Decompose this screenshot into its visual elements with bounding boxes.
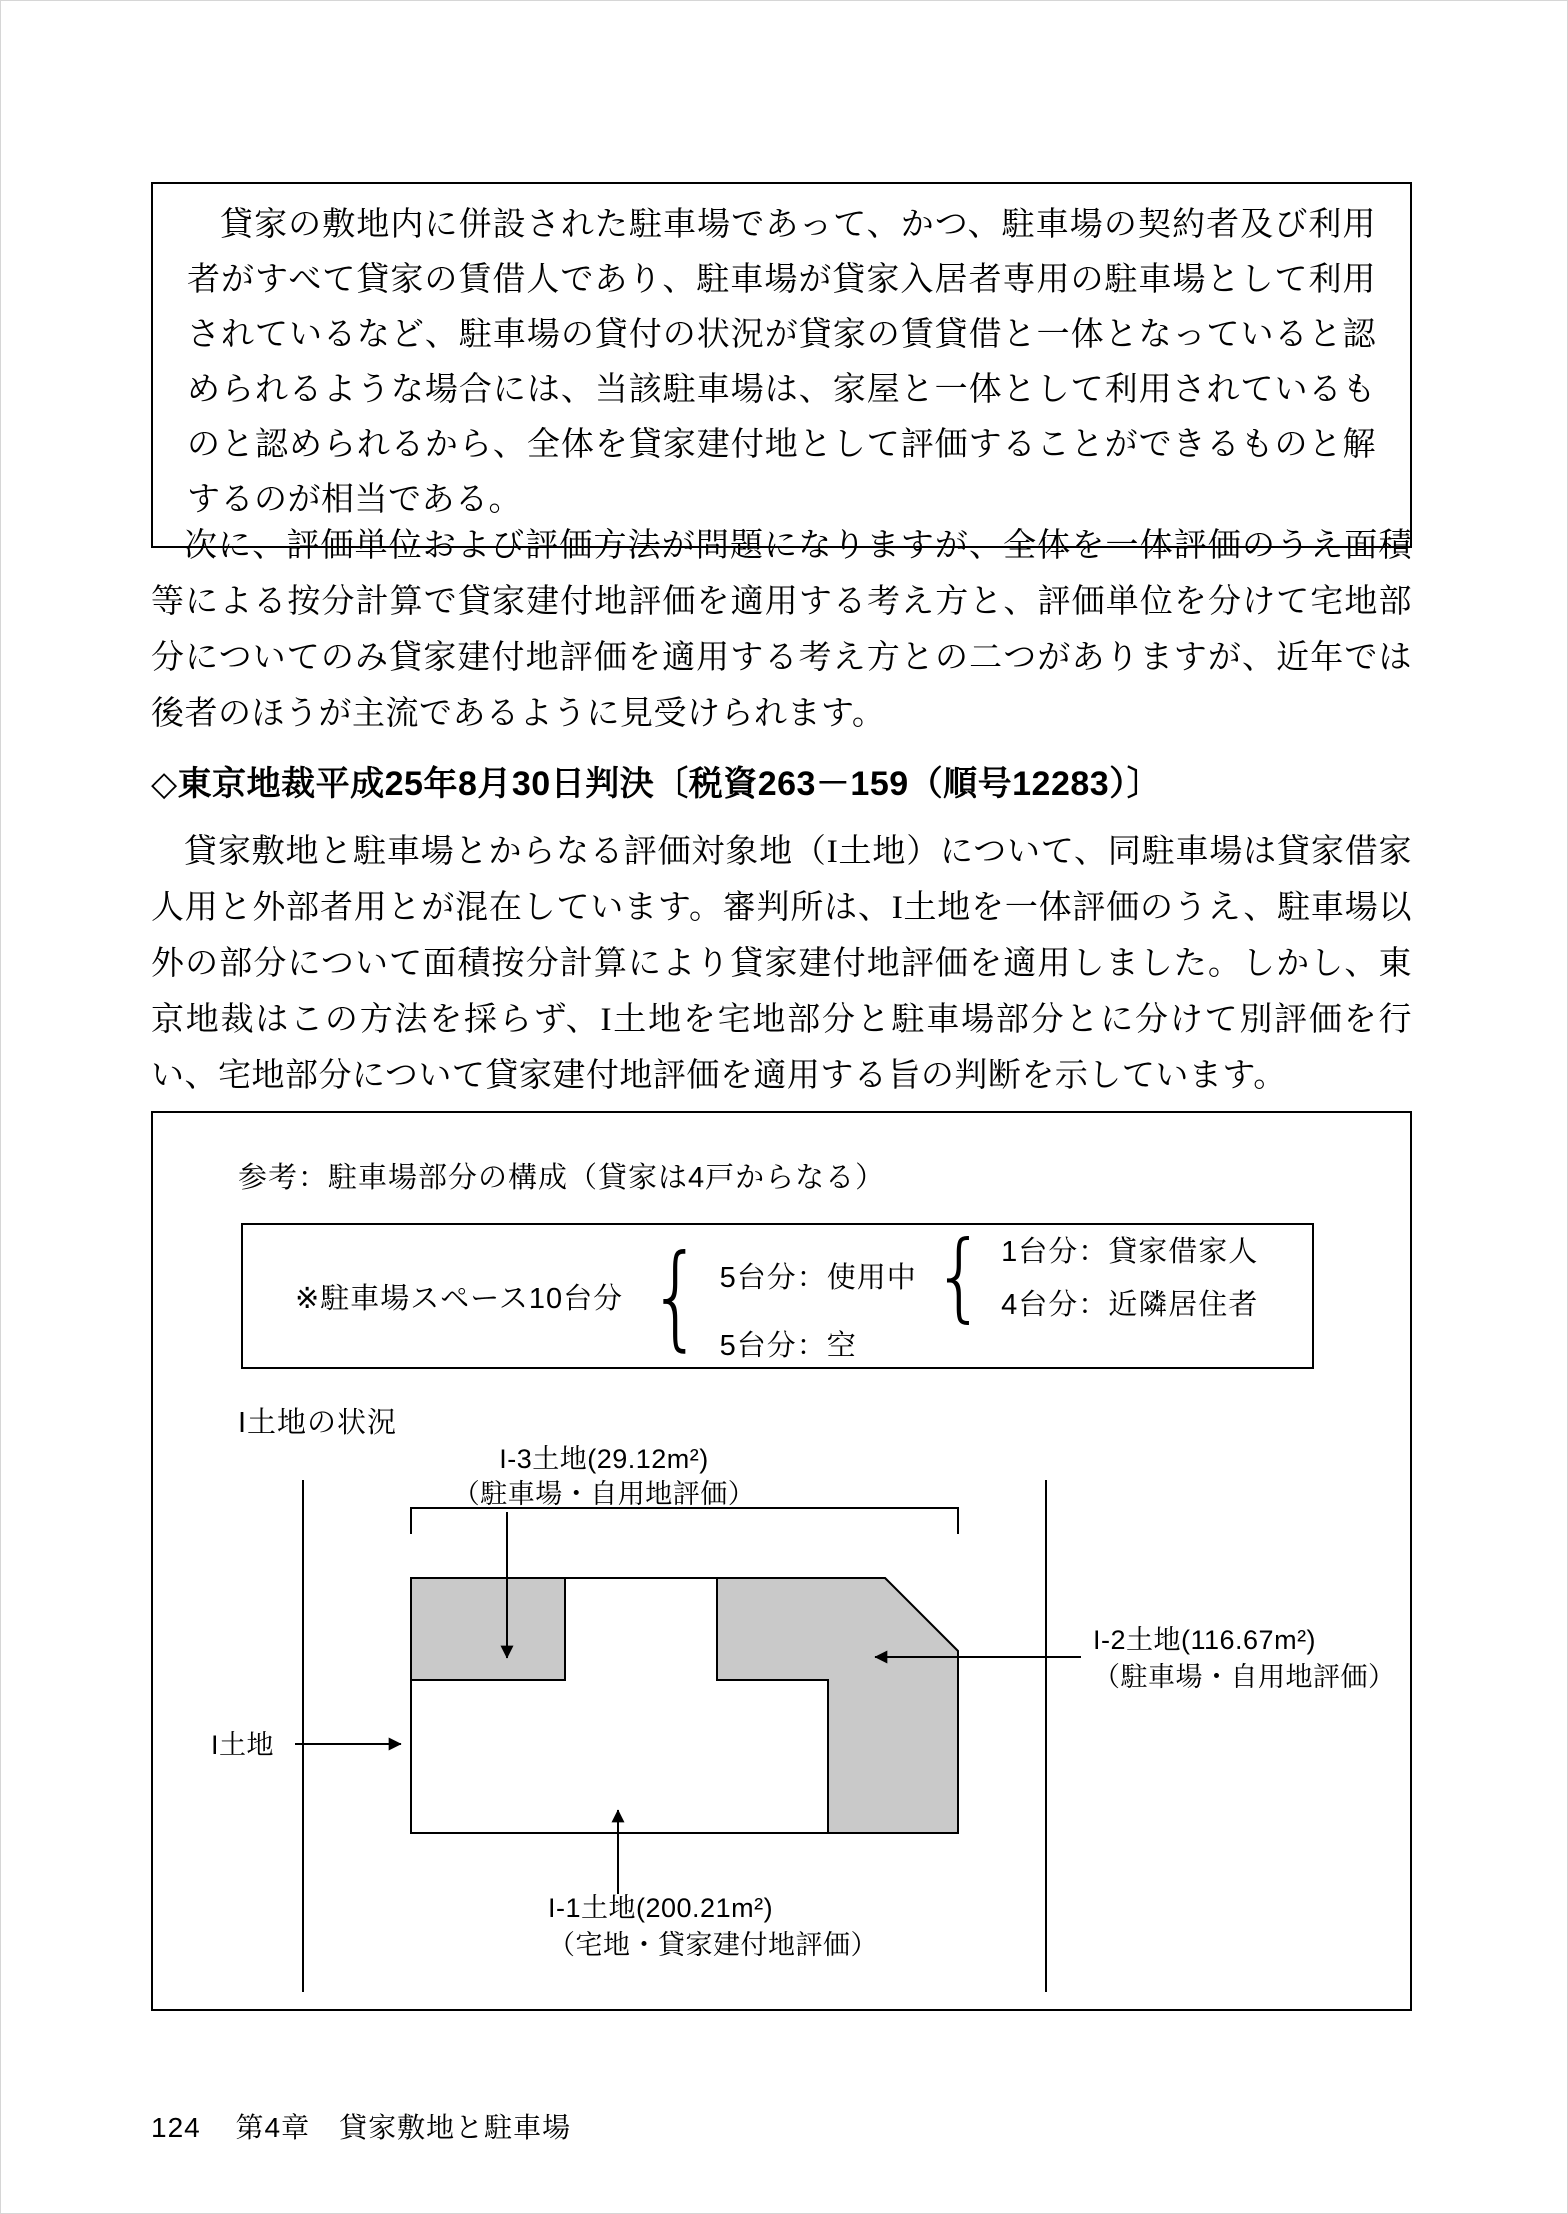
page-number: 124 <box>151 2112 201 2143</box>
parking-user-breakdown <box>1001 1229 1258 1323</box>
i1-label-line1: I-1土地(200.21m²) <box>548 1893 774 1923</box>
land-diagram <box>153 1442 1410 2002</box>
i3-region <box>411 1578 565 1680</box>
outer-brace: { <box>649 1229 704 1363</box>
body-paragraph-1: 次に、評価単位および評価方法が問題になりますが、全体を一体評価のうえ面積等による按分計算で貸家建付地評価を適用する考え方と、評価単位を分けて宅地部分についてのみ貸家建付地評価を適用する考え方との二つがありますが、近年では後者のほうが主流であるように見受けられます。 <box>151 528 1412 732</box>
parking-vacant-label: 5台分：空 <box>719 1329 857 1362</box>
body-paragraph-2: 貸家敷地と駐車場とからなる評価対象地（I土地）について、同駐車場は貸家借家人用と外部者用とが混在しています。審判所は、I土地を一体評価のうえ、駐車場以外の部分について面積按分計算により貸家建付地評価を適用しました。しかし、東京地裁はこの方法を採らず、I土地を宅地部分と駐車場部分とに分けて別評価を行い、宅地部分について貸家建付地評価を適用する旨の判断を示しています。 <box>151 834 1412 1094</box>
i3-label-line1: I-3土地(29.12m²) <box>499 1444 709 1474</box>
parking-structure-box <box>241 1219 1314 1369</box>
parking-in-use-label: 5台分：使用中 <box>719 1262 917 1294</box>
i3-label-line2: （駐車場・自用地評価） <box>452 1479 756 1509</box>
i-land-label: I土地 <box>211 1730 275 1760</box>
figure-box <box>151 1111 1412 2011</box>
figure-caption: 参考：駐車場部分の構成（貸家は4戸からなる） <box>238 1162 886 1194</box>
parking-neighbor-label: 4台分：近隣居住者 <box>1001 1288 1259 1321</box>
i2-label-line2: （駐車場・自用地評価） <box>1093 1662 1396 1692</box>
quote-box <box>151 182 1412 548</box>
top-boundary-line <box>411 1508 958 1534</box>
chapter-title: 第4章 貸家敷地と駐車場 <box>235 2112 572 2143</box>
parking-in-use-row <box>719 1219 1259 1332</box>
quote-text: 貸家の敷地内に併設された駐車場であって、かつ、駐車場の契約者及び利用者がすべて貸家の賃借人であり、駐車場が貸家入居者専用の駐車場として利用されているなど、駐車場の貸付の状況が貸家の賃貸借と一体となっていると認められるような場合には、当該駐車場は、家屋と一体として利用されているものと認められるから、全体を貸家建付地として評価することができるものと解するのが相当である。 <box>187 207 1376 518</box>
i1-label-line2: （宅地・貸家建付地評価） <box>548 1930 878 1960</box>
parking-total-label: ※駐車場スペース10台分 <box>295 1282 624 1315</box>
parking-tenant-label: 1台分：貸家借家人 <box>1001 1235 1259 1268</box>
inner-brace: { <box>932 1219 988 1332</box>
land-status-title: I土地の状況 <box>238 1407 398 1439</box>
page-footer <box>151 2106 571 2146</box>
parking-usage-column <box>719 1219 1259 1364</box>
i2-label-line1: I-2土地(116.67m²) <box>1093 1625 1317 1655</box>
judgment-heading: ◇東京地裁平成25年8月30日判決〔税資263－159（順号12283）〕 <box>151 765 1162 803</box>
